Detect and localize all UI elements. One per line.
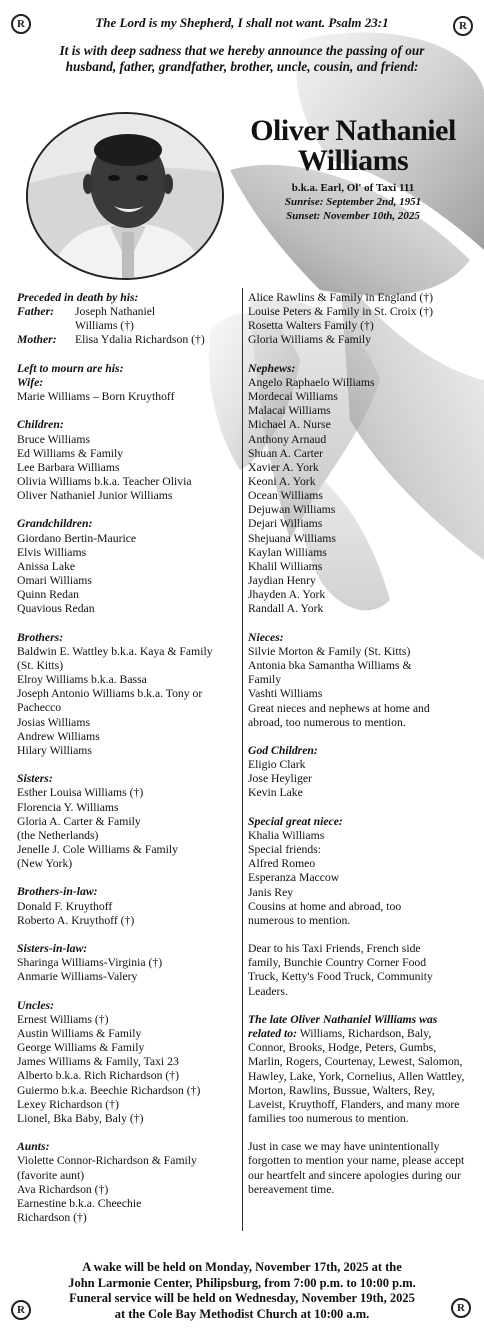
portrait-image [28, 114, 224, 280]
list-item: Lee Barbara Williams [17, 460, 120, 474]
section-heading: Children: [17, 418, 64, 432]
list-item: Quinn Redan [17, 588, 79, 602]
section-heading: Sisters-in-law: [17, 942, 88, 956]
section-heading: Nieces: [248, 630, 284, 644]
list-item: Dejari Williams [248, 517, 323, 531]
list-item: Josias Williams [17, 715, 91, 729]
list-item: Austin Williams & Family [17, 1027, 142, 1040]
list-item: Roberto A. Kruythoff (†) [17, 913, 135, 927]
list-item: Kevin Lake [248, 786, 303, 800]
list-item: Ava Richardson (†) [17, 1182, 109, 1196]
mother-row [17, 333, 235, 347]
intro-text: It is with deep sadness that we hereby announce the passing of our husband, father, grandfather, brother, uncle, cousin, and friend: [59, 43, 425, 74]
column-divider [242, 288, 243, 1231]
list-item: Khalil Williams [248, 559, 323, 573]
list-item: (New York) [17, 857, 73, 871]
taxi-friends-text: family, Bunchie Country Corner Food [248, 956, 427, 970]
list-item: Anmarie Williams-Valery [17, 970, 138, 984]
section-heading: Preceded in death by his: [17, 291, 139, 304]
list-item: Esperanza Maccow [248, 871, 340, 885]
list-item: Vashti Williams [248, 687, 323, 701]
related-heading: The late Oliver Nathaniel Williams was related to: [248, 1012, 438, 1041]
list-item: Jhayden A. York [248, 588, 326, 602]
list-item: Anthony Arnaud [248, 432, 327, 446]
list-item: Dejuwan Williams [248, 503, 336, 517]
list-item: Ed Williams & Family [17, 446, 124, 460]
list-item: Baldwin E. Wattley b.k.a. Kaya & Family [17, 644, 213, 658]
life-details [222, 181, 484, 223]
list-item: Bruce Williams [17, 432, 90, 446]
list-item: Lionel, Bka Baby, Baly (†) [17, 1111, 144, 1125]
list-item: Joseph Antonio Williams b.k.a. Tony or [17, 687, 203, 701]
list-item: (the Netherlands) [17, 828, 99, 842]
left-column [17, 291, 235, 1225]
deceased-name [222, 116, 484, 176]
list-item: Janis Rey [248, 885, 294, 899]
list-item: Oliver Nathaniel Junior Williams [17, 489, 173, 503]
taxi-friends-text: Leaders. [248, 984, 288, 998]
list-item: Shuan A. Carter [248, 446, 323, 460]
list-item: Jaydian Henry [248, 574, 316, 588]
list-item: Keoni A. York [248, 475, 316, 489]
list-item: Angelo Raphaelo Williams [248, 375, 375, 389]
list-item: Jose Heyliger [248, 772, 312, 786]
list-item: numerous to mention. [248, 913, 351, 927]
list-item: Ernest Williams (†) [17, 1012, 109, 1026]
list-item: Guiermo b.k.a. Beechie Richardson (†) [17, 1083, 201, 1097]
portrait-photo [26, 112, 224, 280]
list-item: Great nieces and nephews at home and [248, 701, 430, 715]
aka-line: b.k.a. Earl, Ol' of Taxi 111 [291, 182, 415, 194]
list-item: (St. Kitts) [17, 659, 64, 672]
wife-name: Marie Williams – Born Kruythoff [17, 390, 175, 404]
section-heading: Brothers: [17, 630, 64, 644]
list-item: Eligio Clark [248, 758, 306, 772]
section-heading: Nephews: [248, 361, 296, 375]
list-item: Silvie Morton & Family (St. Kitts) [248, 644, 411, 658]
list-item: Louise Peters & Family in St. Croix (†) [248, 305, 434, 319]
list-item: Giordano Bertin-Maurice [17, 531, 137, 545]
father-name: Williams (†) [75, 319, 134, 333]
list-item: Khalia Williams [248, 828, 325, 842]
list-item: Omari Williams [17, 574, 92, 588]
list-item: Cousins at home and abroad, too [248, 899, 402, 913]
list-item: (favorite aunt) [17, 1168, 85, 1182]
footer-line: Funeral service will be held on Wednesday, November 19th, 2025 [69, 1291, 415, 1305]
service-details [40, 1260, 444, 1322]
list-item: Xavier A. York [248, 460, 319, 474]
name-line-1: Oliver Nathaniel [250, 114, 456, 147]
list-item: Gloria A. Carter & Family [17, 814, 141, 828]
section-heading: Aunts: [17, 1140, 50, 1154]
list-item: Quavious Redan [17, 602, 95, 616]
list-item: Hilary Williams [17, 743, 92, 757]
list-item: Antonia bka Samantha Williams & [248, 659, 412, 673]
list-item: Gloria Williams & Family [248, 333, 371, 347]
psalm-verse: The Lord is my Shepherd, I shall not want. Psalm 23:1 [95, 15, 389, 30]
list-item: Shejuana Williams [248, 531, 336, 545]
brand-logo-icon: R [451, 1298, 471, 1318]
section-heading: Left to mourn are his: [17, 361, 124, 375]
list-item: Malacai Williams [248, 404, 331, 418]
list-item: Esther Louisa Williams (†) [17, 786, 144, 800]
section-heading: Special great niece: [248, 814, 343, 828]
brand-logo-icon: R [11, 14, 31, 34]
list-item: Alice Rawlins & Family in England (†) [248, 291, 434, 304]
brand-logo-icon: R [453, 16, 473, 36]
list-item: Anissa Lake [17, 559, 76, 573]
footer-line: A wake will be held on Monday, November 17th, 2025 at the [82, 1260, 402, 1274]
list-item: Florencia Y. Williams [17, 800, 119, 814]
list-item: Lexey Richardson (†) [17, 1097, 119, 1111]
list-item: Olivia Williams b.k.a. Teacher Olivia [17, 475, 192, 488]
list-item: Elvis Williams [17, 545, 87, 559]
list-item: Elroy Williams b.k.a. Bassa [17, 673, 147, 687]
name-line-2: Williams [297, 144, 409, 177]
footer-line: John Larmonie Center, Philipsburg, from 7:00 p.m. to 10:00 p.m. [68, 1275, 416, 1290]
footer-line: at the Cole Bay Methodist Church at 10:00 a.m. [114, 1306, 370, 1321]
related-text: Williams, Richardson, Baly, Connor, Brooks, Hodge, Peters, Gumbs, Marlin, Rogers, Courtenay, Lewest, Salomon, Hawley, Lake, York, Cornelius, Allen Wattley, Morton, Rawlins, Bussue, Walters, Rey, Laveist, Kruythoff, Flanders, and many more families too numerous to mention. [248, 1027, 465, 1125]
list-item: Jenelle J. Cole Williams & Family [17, 843, 178, 857]
list-item: Alberto b.k.a. Rich Richardson (†) [17, 1069, 179, 1083]
section-heading: Wife: [17, 375, 44, 389]
taxi-friends-text: Dear to his Taxi Friends, French side [248, 942, 421, 956]
list-item: Sharinga Williams-Virginia (†) [17, 956, 163, 970]
list-item: Pachecco [17, 701, 62, 715]
list-item: James Williams & Family, Taxi 23 [17, 1055, 179, 1069]
list-item: Family [248, 673, 282, 687]
list-item: Mordecai Williams [248, 390, 338, 404]
list-item: Richardson (†) [17, 1211, 87, 1225]
sunrise-line: Sunrise: September 2nd, 1951 [284, 196, 422, 208]
section-heading: God Children: [248, 743, 318, 757]
mother-name: Elisa Ydalia Richardson (†) [75, 333, 205, 347]
list-item: Earnestine b.k.a. Cheechie [17, 1196, 142, 1210]
list-item: George Williams & Family [17, 1041, 145, 1055]
section-heading: Uncles: [17, 998, 55, 1012]
list-item: Alfred Romeo [248, 857, 316, 871]
list-item: Violette Connor-Richardson & Family [17, 1154, 197, 1168]
section-heading: Brothers-in-law: [17, 885, 98, 899]
list-item: Rosetta Walters Family (†) [248, 319, 374, 333]
father-name: Joseph Nathaniel [75, 305, 156, 319]
apology-paragraph: Just in case we may have unintentionally forgotten to mention your name, please accept our heartfelt and sincere apologies during our bereavement time. [248, 1140, 465, 1196]
right-column [248, 291, 468, 1197]
list-item: Donald F. Kruythoff [17, 899, 113, 913]
list-item: Andrew Williams [17, 729, 100, 743]
sunset-line: Sunset: November 10th, 2025 [286, 210, 420, 222]
mother-label: Mother: [17, 333, 57, 347]
father-label: Father: [17, 305, 55, 319]
brand-logo-icon: R [11, 1300, 31, 1320]
taxi-friends-text: Truck, Ketty's Food Truck, Community [248, 970, 433, 984]
list-item: Randall A. York [248, 602, 324, 616]
list-item: Ocean Williams [248, 489, 323, 503]
list-item: Kaylan Williams [248, 545, 327, 559]
related-paragraph [248, 1013, 468, 1126]
father-row [17, 305, 235, 333]
section-heading: Grandchildren: [17, 517, 93, 531]
list-item: Michael A. Nurse [248, 418, 331, 432]
section-heading: Sisters: [17, 772, 53, 786]
list-item: Special friends: [248, 843, 322, 857]
list-item: abroad, too numerous to mention. [248, 715, 406, 729]
